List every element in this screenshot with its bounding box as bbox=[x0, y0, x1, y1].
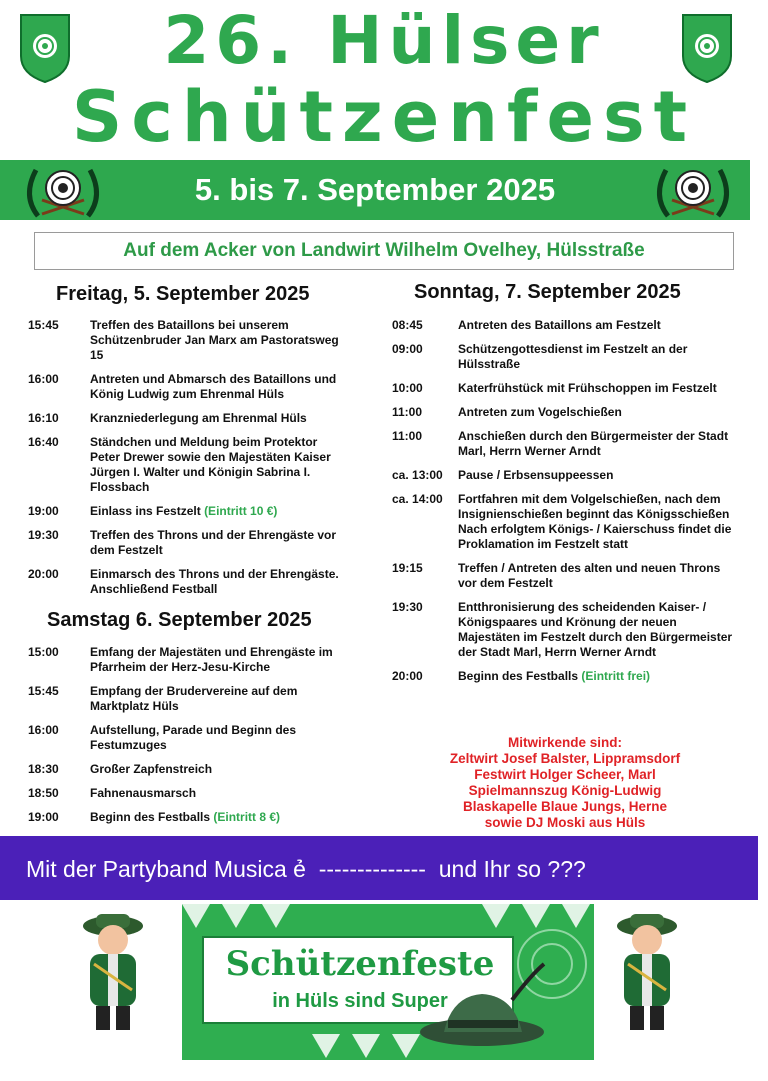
title-line-2: Schützenfest bbox=[71, 76, 697, 158]
schedule-row bbox=[392, 342, 738, 372]
schedule-row bbox=[392, 561, 738, 591]
schedule-time: 19:00 bbox=[28, 810, 59, 824]
schedule-time: ca. 14:00 bbox=[392, 492, 443, 506]
schedule-row bbox=[392, 381, 738, 396]
schedule-text: Fahnenausmarsch bbox=[90, 786, 197, 800]
schedule-text: Einmarsch des Throns und der Ehrengäste. Anschließend Festball bbox=[90, 567, 339, 596]
schedule-text: Treffen / Antreten des alten und neuen Throns vor dem Festzelt bbox=[458, 561, 721, 590]
club-shield-icon bbox=[680, 12, 734, 84]
participant-line: sowie DJ Moski aus Hüls bbox=[484, 815, 646, 830]
schedule-time: 15:00 bbox=[28, 645, 59, 659]
schedule-row bbox=[392, 318, 738, 333]
schedule-text: Antreten des Bataillons am Festzelt bbox=[458, 318, 661, 332]
schedule-text: Beginn des Festballs bbox=[90, 810, 211, 824]
schedule-text: Fortfahren mit dem Volgelschießen, nach dem Insignienschießen beginnt das Königsschießen Nach erfolgtem Königs- / Kaierschuss findet die Proklamation im Festzelt statt bbox=[458, 492, 732, 551]
schedule-text: Schützengottesdienst im Festzelt an der Hülsstraße bbox=[458, 342, 688, 371]
slogan-title: Schützenfeste bbox=[225, 944, 495, 984]
schedule-row bbox=[392, 492, 738, 552]
participant-line: Festwirt Holger Scheer, Marl bbox=[474, 767, 656, 782]
schedule-text: Aufstellung, Parade und Beginn des Festumzuges bbox=[90, 723, 297, 752]
saturday-schedule bbox=[28, 645, 358, 825]
location-text: Auf dem Acker von Landwirt Wilhelm Ovelhey, Hülsstraße bbox=[123, 240, 645, 261]
title-line-1: 26. Hülser bbox=[163, 2, 605, 79]
schedule-row bbox=[28, 528, 348, 558]
participant-line: Zeltwirt Josef Balster, Lippramsdorf bbox=[449, 751, 681, 766]
schedule-time: 19:15 bbox=[392, 561, 423, 575]
sunday-heading: Sonntag, 7. September 2025 bbox=[414, 281, 681, 303]
entry-fee: (Eintritt 8 €) bbox=[213, 810, 281, 824]
schedule-time: 16:10 bbox=[28, 411, 59, 425]
schedule-text: Beginn des Festballs bbox=[458, 669, 579, 683]
schedule-text-wrap bbox=[90, 504, 348, 519]
schedule-time: 19:30 bbox=[392, 600, 423, 614]
schedule-text: Einlass ins Festzelt bbox=[90, 504, 201, 518]
location-box bbox=[34, 232, 734, 270]
participants-list bbox=[415, 735, 715, 831]
bottom-artwork bbox=[182, 904, 594, 1060]
schedule-row bbox=[392, 600, 738, 660]
schedule-text-wrap bbox=[90, 810, 358, 825]
entry-fee: (Eintritt frei) bbox=[581, 669, 651, 683]
saturday-heading: Samstag 6. September 2025 bbox=[47, 609, 312, 631]
schedule-time: ca. 13:00 bbox=[392, 468, 443, 482]
schedule-text: Antreten zum Vogelschießen bbox=[458, 405, 622, 419]
schedule-time: 20:00 bbox=[28, 567, 59, 581]
schedule-time: 08:45 bbox=[392, 318, 423, 332]
friday-heading: Freitag, 5. September 2025 bbox=[56, 283, 310, 305]
sunday-schedule bbox=[392, 318, 738, 684]
schedule-row bbox=[28, 435, 348, 495]
schedule-row bbox=[28, 762, 358, 777]
schedule-text: Treffen des Throns und der Ehrengäste vor dem Festzelt bbox=[90, 528, 337, 557]
schedule-text: Antreten und Abmarsch des Bataillons und König Ludwig zum Ehrenmal Hüls bbox=[90, 372, 337, 401]
schedule-text: Großer Zapfenstreich bbox=[90, 762, 213, 776]
schedule-row bbox=[28, 723, 358, 753]
friday-schedule bbox=[28, 318, 348, 597]
marksman-mascot-icon bbox=[72, 910, 154, 1036]
schedule-row bbox=[28, 504, 348, 519]
marksman-mascot-icon bbox=[606, 910, 688, 1036]
participant-line: Spielmannszug König-Ludwig bbox=[468, 783, 662, 798]
schedule-text: Emfang der Majestäten und Ehrengäste im Pfarrheim der Herz-Jesu-Kirche bbox=[90, 645, 333, 674]
schedule-row bbox=[28, 372, 348, 402]
schedule-time: 20:00 bbox=[392, 669, 423, 683]
schedule-text: Anschießen durch den Bürgermeister der Stadt Marl, Herrn Werner Arndt bbox=[458, 429, 729, 458]
schedule-time: 18:50 bbox=[28, 786, 59, 800]
schedule-time: 16:00 bbox=[28, 723, 59, 737]
schedule-time: 19:30 bbox=[28, 528, 59, 542]
schedule-row bbox=[28, 411, 348, 426]
schedule-time: 10:00 bbox=[392, 381, 423, 395]
club-shield-icon bbox=[18, 12, 72, 84]
schedule-row bbox=[392, 429, 738, 459]
schedule-row bbox=[28, 684, 358, 714]
target-wreath-icon bbox=[648, 160, 738, 220]
participants-heading: Mitwirkende sind: bbox=[507, 735, 622, 750]
schedule-row bbox=[392, 405, 738, 420]
schedule-row bbox=[28, 786, 358, 801]
schedule-time: 16:40 bbox=[28, 435, 59, 449]
festival-dates: 5. bis 7. September 2025 bbox=[194, 172, 556, 207]
schedule-time: 15:45 bbox=[28, 318, 59, 332]
schedule-row bbox=[392, 669, 738, 684]
date-bar bbox=[0, 160, 750, 220]
schedule-time: 09:00 bbox=[392, 342, 423, 356]
schedule-time: 11:00 bbox=[392, 429, 423, 443]
schedule-time: 19:00 bbox=[28, 504, 59, 518]
schedule-time: 18:30 bbox=[28, 762, 59, 776]
schedule-text: Entthronisierung des scheidenden Kaiser- / Königspaares und Krönung der neuen Majestäten im Festzelt durch den Bürgermeister der Stadt Marl, Herrn Werner Arndt bbox=[458, 600, 733, 659]
schedule-text-wrap bbox=[458, 669, 738, 684]
schedule-row bbox=[28, 810, 358, 825]
schedule-row bbox=[28, 318, 348, 363]
schedule-text: Ständchen und Meldung beim Protektor Peter Drewer sowie den Majestäten Kaiser Jürgen I. Walter und Königin Sabrina I. Flossbach bbox=[90, 435, 331, 494]
party-banner bbox=[0, 836, 758, 900]
schedule-text: Empfang der Brudervereine auf dem Marktplatz Hüls bbox=[90, 684, 298, 713]
schedule-row bbox=[28, 567, 348, 597]
schedule-text: Treffen des Bataillons bei unserem Schützenbruder Jan Marx am Pastoratsweg 15 bbox=[90, 318, 339, 362]
party-banner-text: Mit der Partyband Musica ẻ -------------- und Ihr so ??? bbox=[26, 856, 586, 882]
schedule-time: 16:00 bbox=[28, 372, 59, 386]
schedule-text: Katerfrühstück mit Frühschoppen im Festzelt bbox=[458, 381, 717, 395]
schedule-text: Kranzniederlegung am Ehrenmal Hüls bbox=[90, 411, 307, 425]
entry-fee: (Eintritt 10 €) bbox=[204, 504, 278, 518]
schedule-time: 11:00 bbox=[392, 405, 423, 419]
participant-line: Blaskapelle Blaue Jungs, Herne bbox=[462, 799, 668, 814]
schedule-row bbox=[28, 645, 358, 675]
schedule-row bbox=[392, 468, 738, 483]
schedule-text: Pause / Erbsensuppeessen bbox=[458, 468, 614, 482]
hat-decoration bbox=[182, 904, 594, 1060]
schedule-time: 15:45 bbox=[28, 684, 59, 698]
slogan-subtitle: in Hüls sind Super bbox=[272, 990, 448, 1012]
